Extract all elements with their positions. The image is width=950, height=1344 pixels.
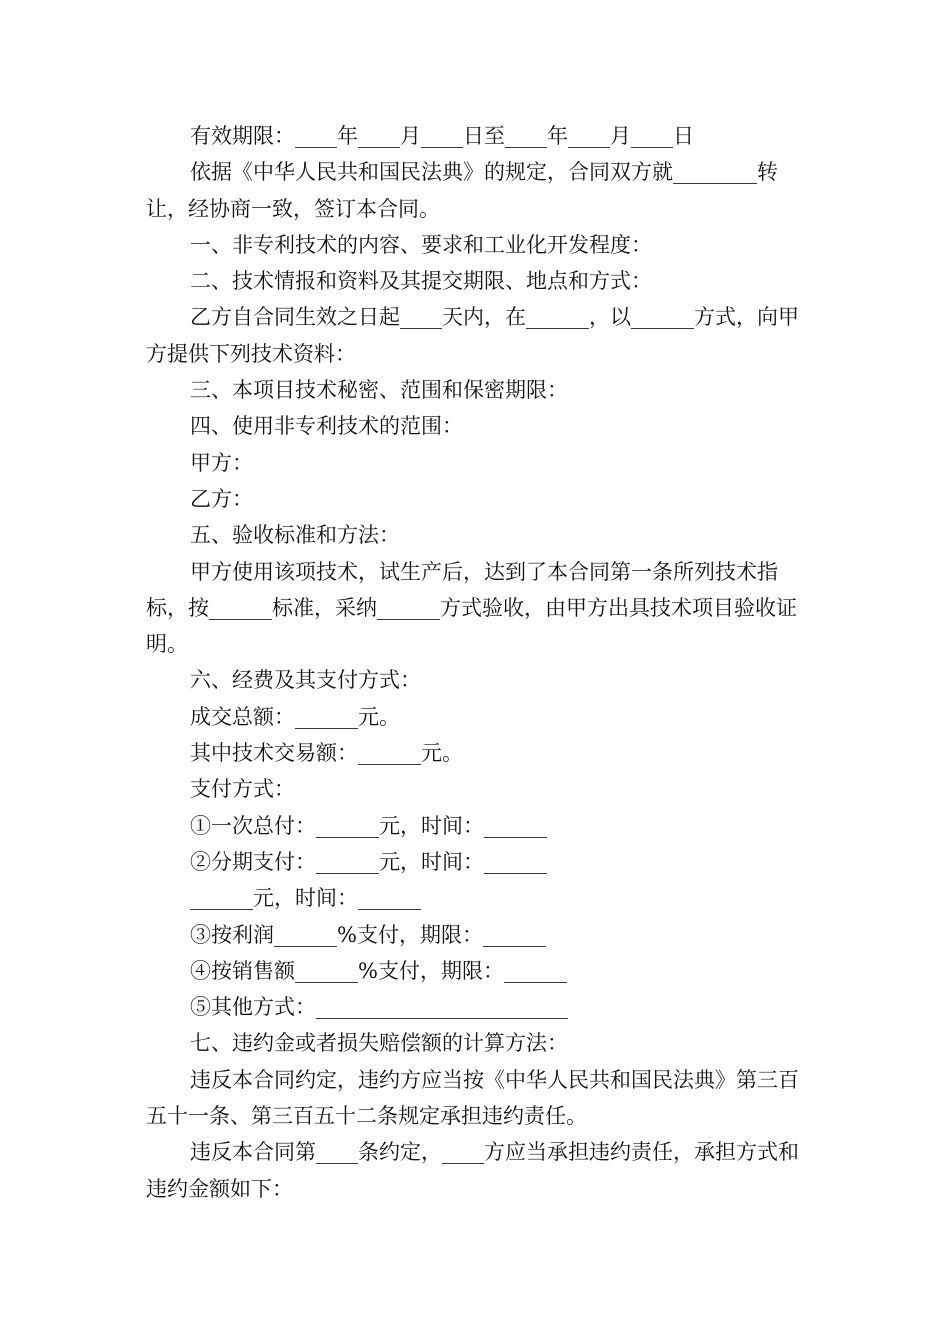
party-b-scope: 乙方： — [190, 486, 253, 511]
total-amount: 成交总额：______元。 — [190, 704, 400, 729]
payment-method-label: 支付方式： — [190, 777, 295, 802]
party-a-scope: 甲方： — [190, 450, 253, 475]
acceptance-paragraph: 甲方使用该项技术，试生产后，达到了本合同第一条所列技术指标，按______标准，采纳______方式验收，由甲方出具技术项目验收证明。 — [146, 559, 797, 657]
section-7-heading: 七、违约金或者损失赔偿额的计算方法： — [190, 1031, 568, 1056]
payment-option-4: ④按销售额______%支付，期限：______ — [190, 958, 567, 983]
section-5-heading: 五、验收标准和方法： — [190, 523, 400, 548]
payment-option-3: ③按利润______%支付，期限：______ — [190, 922, 546, 947]
liability-paragraph-2: 违反本合同第____条约定，____方应当承担违约责任，承担方式和违约金额如下： — [146, 1140, 799, 1201]
payment-option-5: ⑤其他方式：________________________ — [190, 995, 568, 1020]
payment-option-2: ②分期支付：______元，时间：______ — [190, 849, 547, 874]
section-6-heading: 六、经费及其支付方式： — [190, 668, 421, 693]
section-4-heading: 四、使用非专利技术的范围： — [190, 414, 463, 439]
preamble-paragraph: 依据《中华人民共和国民法典》的规定，合同双方就________转让，经协商一致，签订本合同。 — [146, 160, 778, 221]
section-1-heading: 一、非专利技术的内容、要求和工业化开发程度： — [190, 232, 652, 257]
section-2-heading: 二、技术情报和资料及其提交期限、地点和方式： — [190, 269, 652, 294]
tech-transaction-amount: 其中技术交易额：______元。 — [190, 741, 463, 766]
payment-option-1: ①一次总付：______元，时间：______ — [190, 813, 547, 838]
section-3-heading: 三、本项目技术秘密、范围和保密期限： — [190, 378, 568, 403]
liability-paragraph-1: 违反本合同约定，违约方应当按《中华人民共和国民法典》第三百五十一条、第三百五十二条规定承担违约责任。 — [146, 1067, 799, 1129]
delivery-paragraph: 乙方自合同生效之日起____天内，在______，以______方式，向甲方提供下列技术资料： — [146, 305, 799, 366]
validity-period: 有效期限：____年____月____日至____年____月____日 — [190, 124, 694, 148]
payment-option-2-cont: ______元，时间：______ — [190, 886, 421, 911]
document-page — [146, 118, 810, 1207]
